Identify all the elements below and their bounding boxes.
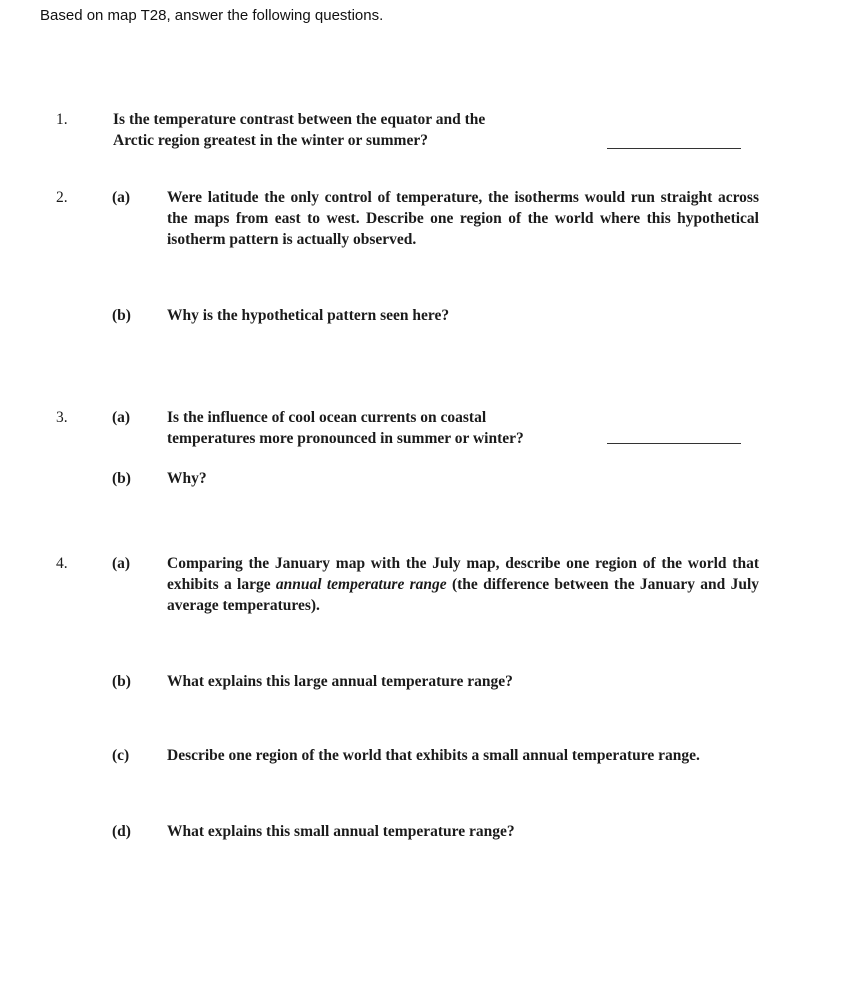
question-2b-label: (b) (112, 307, 131, 324)
question-2-number: 2. (56, 189, 68, 206)
instruction-text: Based on map T28, answer the following questions. (40, 7, 384, 24)
question-4c-label: (c) (112, 747, 130, 764)
question-4d-label: (d) (112, 823, 131, 840)
question-3a-line-1: Is the influence of cool ocean currents on coastal (167, 409, 487, 426)
question-3b-text: Why? (167, 470, 207, 487)
question-1-answer-blank (607, 148, 741, 149)
question-1-line-2: Arctic region greatest in the winter or summer? (113, 132, 428, 149)
question-4a-label: (a) (112, 555, 131, 572)
question-3a-label: (a) (112, 409, 131, 426)
question-3a-answer-blank (607, 443, 741, 444)
question-4-number: 4. (56, 555, 68, 572)
question-4c-text: Describe one region of the world that exhibits a small annual temperature range. (167, 747, 700, 764)
question-4b-text: What explains this large annual temperature range? (167, 673, 513, 690)
question-2a-label: (a) (112, 189, 131, 206)
question-4d-text: What explains this small annual temperature range? (167, 823, 515, 840)
question-2b-text: Why is the hypothetical pattern seen here? (167, 307, 450, 324)
question-2a-text: Were latitude the only control of temperature, the isotherms would run straight across the maps from east to west. Describe one region of the world where this hypothetical isotherm pattern is actually observed. (167, 189, 759, 248)
question-1-text (113, 109, 533, 151)
question-4a-text-post: (the difference between the January and July average temperatures). (167, 576, 760, 614)
question-1-line-1: Is the temperature contrast between the equator and the (113, 111, 486, 128)
question-4a-text (167, 553, 759, 616)
question-3b-label: (b) (112, 470, 131, 487)
question-4a-text-emphasis: annual temperature range (275, 576, 447, 593)
question-4a-text-pre: Comparing the January map with the July map, describe one region of the world that exhibits a large (167, 555, 759, 593)
question-1-number: 1. (56, 111, 68, 128)
question-4b-label: (b) (112, 673, 131, 690)
question-3a-line-2: temperatures more pronounced in summer or winter? (167, 430, 524, 447)
question-3-number: 3. (56, 409, 68, 426)
